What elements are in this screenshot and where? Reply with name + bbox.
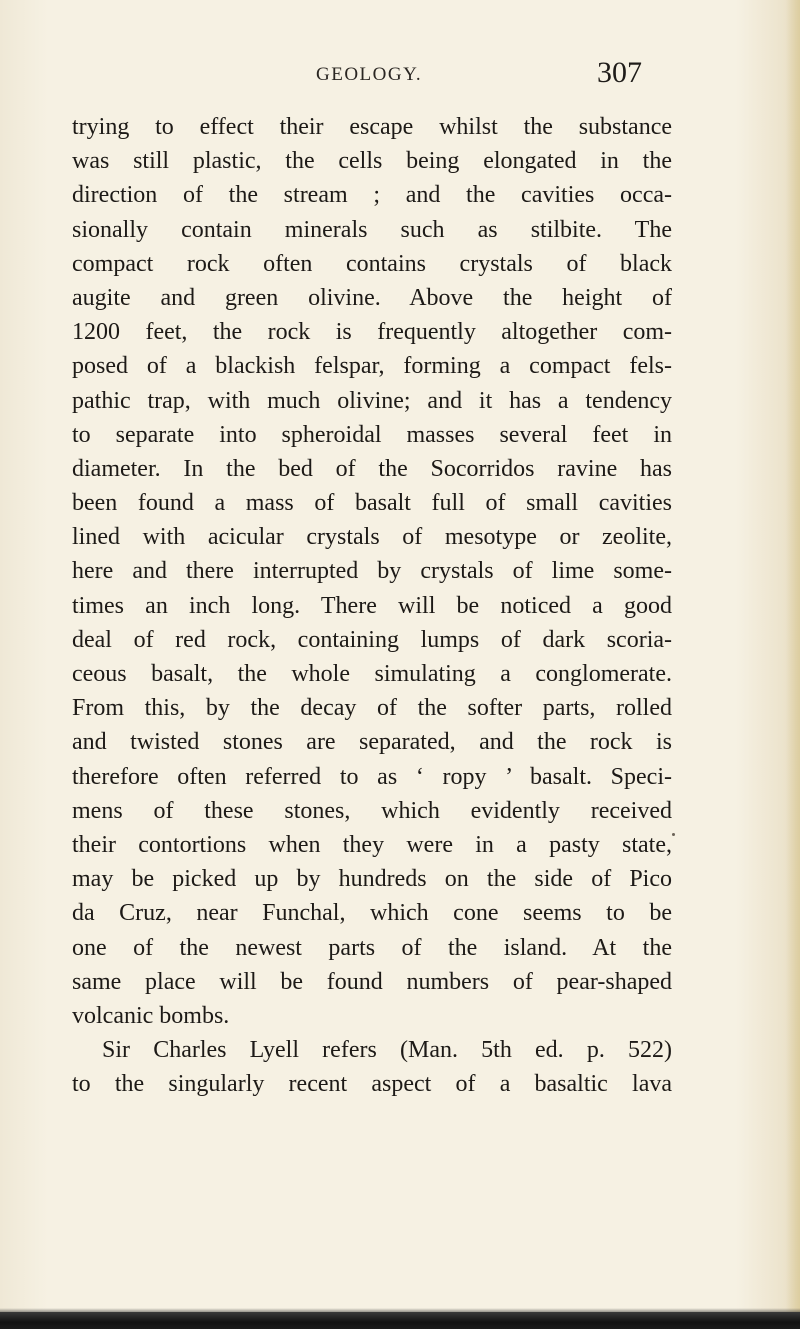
running-head: GEOLOGY.: [316, 64, 423, 85]
text-line: here and there interrupted by crystals of lime some-: [72, 558, 672, 585]
text-line: compact rock often contains crystals of black: [72, 250, 672, 277]
text-line: posed of a blackish felspar, forming a compact fels-: [72, 353, 672, 380]
text-line: to separate into spheroidal masses several feet in: [72, 421, 672, 448]
page-number: 307: [597, 56, 642, 89]
text-line: diameter. In the bed of the Socorridos ravine has: [72, 455, 672, 482]
binding-shadow: [0, 1312, 800, 1329]
text-line: From this, by the decay of the softer parts, rolled: [72, 695, 672, 722]
body-text: [72, 110, 672, 1101]
text-line: augite and green olivine. Above the height of: [72, 284, 672, 311]
text-line: ceous basalt, the whole simulating a conglomerate.: [72, 661, 672, 687]
text-line: and twisted stones are separated, and the rock is: [72, 729, 672, 756]
text-line: their contortions when they were in a pasty state,: [72, 831, 672, 858]
text-line: lined with acicular crystals of mesotype or zeolite,: [72, 524, 672, 551]
text-line: one of the newest parts of the island. At the: [72, 934, 672, 961]
paragraph-start-line: Sir Charles Lyell refers (Man. 5th ed. p. 522): [102, 1037, 672, 1064]
text-line: sionally contain minerals such as stilbite. The: [72, 216, 672, 243]
text-line: times an inch long. There will be noticed a good: [72, 592, 672, 619]
text-line: direction of the stream ; and the cavities occa-: [72, 182, 672, 209]
text-line: therefore often referred to as ‘ ropy ’ basalt. Speci-: [72, 763, 672, 790]
text-line: to the singularly recent aspect of a basaltic lava: [72, 1071, 672, 1098]
text-line: da Cruz, near Funchal, which cone seems to be: [72, 900, 672, 927]
text-line: may be picked up by hundreds on the side of Pico: [72, 866, 672, 893]
text-line: same place will be found numbers of pear-shaped: [72, 968, 672, 995]
text-line: was still plastic, the cells being elongated in the: [72, 148, 672, 175]
text-line: deal of red rock, containing lumps of dark scoria-: [72, 626, 672, 653]
page-header: [0, 56, 800, 100]
text-line: 1200 feet, the rock is frequently altogether com-: [72, 319, 672, 346]
page-edge-shading: [786, 0, 800, 1329]
text-line: trying to effect their escape whilst the substance: [72, 114, 672, 140]
ink-speck: [672, 833, 675, 836]
text-line: pathic trap, with much olivine; and it has a tendency: [72, 387, 672, 414]
text-line: mens of these stones, which evidently received: [72, 797, 672, 824]
paragraph-end-line: volcanic bombs.: [72, 1002, 230, 1029]
text-line: been found a mass of basalt full of small cavities: [72, 490, 672, 517]
